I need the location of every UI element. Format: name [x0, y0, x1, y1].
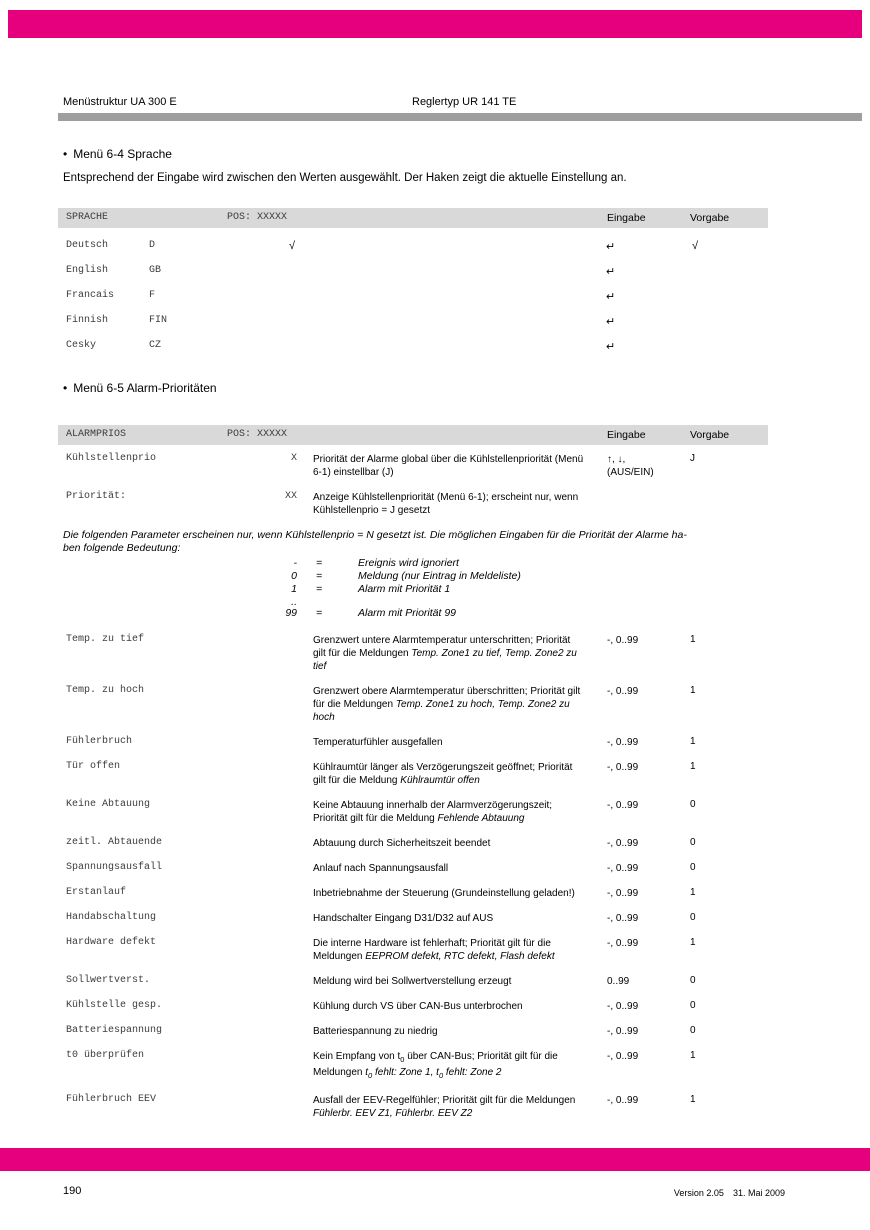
param-name: Batteriespannung: [66, 1025, 163, 1036]
desc-italic-text: 0: [438, 1071, 444, 1080]
language-code: CZ: [149, 340, 162, 351]
desc-text: Grenzwert untere Alarmtemperatur unterschritten; Priorität gilt für die Meldungen: [313, 635, 571, 659]
return-key-icon: ↵: [606, 241, 616, 253]
param-vorgabe: 1: [690, 736, 696, 747]
param-row: [58, 799, 835, 825]
param-description: [313, 937, 585, 963]
legend-line: [58, 557, 835, 570]
alarmprios-table-header: [58, 425, 768, 445]
param-name: Erstanlauf: [66, 887, 127, 898]
param-row: [58, 1050, 835, 1082]
eingabe-line: -, 0..99: [607, 913, 639, 924]
selected-check-icon: √: [289, 240, 296, 252]
desc-text: Grenzwert obere Alarmtemperatur überschritten; Priorität gilt für die Meldungen: [313, 686, 581, 710]
language-row: [58, 265, 835, 290]
param-row: [58, 1025, 835, 1038]
desc-italic-text: Kühlraumtür offen: [400, 775, 480, 786]
param-description: [313, 1050, 585, 1082]
note-line: ben folgende Bedeutung:: [63, 542, 181, 554]
param-name: Spannungsausfall: [66, 862, 163, 873]
bullet-icon: •: [63, 147, 68, 161]
language-row: [58, 340, 835, 365]
version-label: Version 2.05: [673, 1188, 724, 1198]
param-name: Tür offen: [66, 761, 121, 772]
param-vorgabe: 1: [690, 761, 696, 772]
param-description: [313, 1025, 585, 1038]
param-eingabe: [607, 862, 687, 875]
param-name: Priorität:: [66, 491, 127, 502]
controller-type: Reglertyp UR 141 TE: [412, 96, 517, 108]
desc-text: Handschalter Eingang D31/D32 auf AUS: [313, 913, 494, 924]
desc-italic-text: Temp. Zone1 zu tief, Temp. Zone2 zu tief: [313, 648, 577, 672]
legend-equals: =: [316, 583, 323, 595]
language-code: FIN: [149, 315, 168, 326]
note-paragraph: [63, 529, 835, 555]
desc-text: Keine Abtauung innerhalb der Alarmverzögerungszeit; Priorität gilt für die Meldung: [313, 800, 553, 824]
vorgabe-check-icon: √: [692, 240, 699, 252]
column-header-vorgabe: Vorgabe: [690, 429, 730, 441]
param-vorgabe: 1: [690, 634, 696, 645]
legend-text: Alarm mit Priorität 1: [358, 583, 451, 595]
param-name: Temp. zu tief: [66, 634, 145, 645]
param-eingabe: [607, 1094, 687, 1107]
param-description: [313, 887, 585, 900]
legend-symbol: 0: [291, 570, 297, 582]
param-description: [313, 453, 585, 479]
desc-text: Priorität der Alarme global über die Kühlstellenpriorität (Menü 6-1) einstellbar (J): [313, 454, 584, 478]
eingabe-line: -, 0..99: [607, 1001, 639, 1012]
param-vorgabe: 1: [690, 937, 696, 948]
intro-paragraph: Entsprechend der Eingabe wird zwischen den Werten ausgewählt. Der Haken zeigt die aktuelle Einstellung an.: [63, 172, 627, 184]
eingabe-line: -, 0..99: [607, 838, 639, 849]
legend-symbol: ..: [291, 596, 297, 608]
return-key-icon: ↵: [606, 316, 616, 328]
legend-text: Ereignis wird ignoriert: [358, 557, 459, 569]
param-row: [58, 912, 835, 925]
eingabe-line: -, 0..99: [607, 686, 639, 697]
param-row: [58, 761, 835, 787]
desc-text: Kühlraumtür länger als Verzögerungszeit geöffnet; Priorität gilt für die Meldung: [313, 762, 573, 786]
param-eingabe: [607, 937, 687, 950]
param-row: [58, 453, 835, 479]
language-name: Cesky: [66, 340, 97, 351]
eingabe-line: -, 0..99: [607, 938, 639, 949]
param-eingabe: [607, 912, 687, 925]
param-row: [58, 491, 835, 517]
param-name: Kühlstelle gesp.: [66, 1000, 163, 1011]
param-name: Fühlerbruch: [66, 736, 133, 747]
param-name: Kühlstellenprio: [66, 453, 157, 464]
param-eingabe: [607, 1025, 687, 1038]
param-vorgabe: 0: [690, 912, 696, 923]
param-vorgabe: 0: [690, 799, 696, 810]
param-name: Handabschaltung: [66, 912, 157, 923]
page-number: 190: [63, 1185, 82, 1197]
desc-text: Kein Empfang von t: [313, 1051, 401, 1062]
param-row: [58, 1094, 835, 1120]
version-info: [674, 1188, 785, 1198]
param-description: [313, 491, 585, 517]
desc-italic-text: 0: [368, 1071, 373, 1080]
param-eingabe: [607, 975, 687, 988]
desc-text: Anlauf nach Spannungsausfall: [313, 863, 449, 874]
table-pos-label: POS: XXXXX: [227, 429, 288, 440]
top-accent-bar: [8, 10, 862, 38]
param-eingabe: [607, 1050, 687, 1063]
param-description: [313, 912, 585, 925]
param-name: Temp. zu hoch: [66, 685, 145, 696]
desc-text: Batteriespannung zu niedrig: [313, 1026, 438, 1037]
desc-text: Ausfall der EEV-Regelfühler; Priorität gilt für die Meldungen: [313, 1095, 576, 1106]
param-row: [58, 937, 835, 963]
sprache-table: [58, 208, 835, 365]
language-row: [58, 240, 835, 265]
eingabe-line: -, 0..99: [607, 1095, 639, 1106]
eingabe-line: ↑, ↓,: [607, 454, 626, 465]
priority-legend: [58, 557, 835, 620]
param-row: [58, 685, 835, 724]
param-name: Hardware defekt: [66, 937, 157, 948]
param-description: [313, 862, 585, 875]
param-eingabe: [607, 685, 687, 698]
param-name: Sollwertverst.: [66, 975, 151, 986]
eingabe-line: -, 0..99: [607, 1051, 639, 1062]
desc-italic-text: fehlt: Zone 1,: [372, 1067, 437, 1078]
param-display-value: X: [290, 453, 297, 464]
language-row: [58, 315, 835, 340]
return-key-icon: ↵: [606, 266, 616, 278]
return-key-icon: ↵: [606, 291, 616, 303]
eingabe-line: -, 0..99: [607, 762, 639, 773]
section-heading-text: Menü 6-5 Alarm-Prioritäten: [73, 381, 217, 395]
section-heading-menu-6-4: [63, 147, 172, 161]
legend-line: [58, 570, 835, 583]
desc-italic-text: Fehlende Abtauung: [437, 813, 525, 824]
legend-line: [58, 596, 835, 607]
desc-text: Kühlung durch VS über CAN-Bus unterbrochen: [313, 1001, 523, 1012]
eingabe-line: -, 0..99: [607, 888, 639, 899]
language-name: Finnish: [66, 315, 109, 326]
eingabe-line: -, 0..99: [607, 800, 639, 811]
param-vorgabe: 0: [690, 1025, 696, 1036]
param-vorgabe: 0: [690, 975, 696, 986]
sprache-table-rows: [58, 240, 835, 365]
section-heading-menu-6-5: [63, 381, 217, 395]
eingabe-line: -, 0..99: [607, 737, 639, 748]
param-vorgabe: 1: [690, 1050, 696, 1061]
column-header-eingabe: Eingabe: [607, 429, 646, 441]
param-description: [313, 837, 585, 850]
legend-equals: =: [316, 570, 323, 582]
param-description: [313, 736, 585, 749]
param-description: [313, 761, 585, 787]
param-row: [58, 837, 835, 850]
desc-text: Temperaturfühler ausgefallen: [313, 737, 443, 748]
desc-italic-text: Fühlerbr. EEV Z1, Fühlerbr. EEV Z2: [313, 1108, 473, 1119]
language-name: English: [66, 265, 109, 276]
param-row: [58, 1000, 835, 1013]
alarmprios-table-rows: [58, 453, 835, 1120]
language-name: Francais: [66, 290, 115, 301]
param-vorgabe: 1: [690, 887, 696, 898]
param-description: [313, 685, 585, 724]
desc-text: Abtauung durch Sicherheitszeit beendet: [313, 838, 491, 849]
legend-text: Alarm mit Priorität 99: [358, 607, 457, 619]
legend-line: [58, 607, 835, 620]
desc-text: Anzeige Kühlstellenpriorität (Menü 6-1); erscheint nur, wenn Kühlstellenprio = J gesetzt: [313, 492, 579, 516]
language-code: F: [149, 290, 156, 301]
desc-italic-text: EEPROM defekt, RTC defekt, Flash defekt: [365, 951, 555, 962]
param-eingabe: [607, 453, 687, 479]
legend-symbol: -: [293, 557, 297, 569]
param-row: [58, 887, 835, 900]
legend-symbol: 1: [291, 583, 297, 595]
param-vorgabe: J: [690, 453, 695, 464]
legend-text: Meldung (nur Eintrag in Meldeliste): [358, 570, 521, 582]
param-row: [58, 736, 835, 749]
table-pos-label: POS: XXXXX: [227, 212, 288, 223]
param-display-value: XX: [284, 491, 297, 502]
legend-equals: =: [316, 607, 323, 619]
table-title: SPRACHE: [66, 212, 109, 223]
column-header-vorgabe: Vorgabe: [690, 212, 730, 224]
desc-text: Inbetriebnahme der Steuerung (Grundeinstellung geladen!): [313, 888, 575, 899]
alarmprios-table: [58, 425, 835, 1132]
eingabe-line: -, 0..99: [607, 1026, 639, 1037]
param-row: [58, 975, 835, 988]
param-vorgabe: 0: [690, 837, 696, 848]
bottom-accent-bar: [0, 1148, 870, 1171]
note-line: Die folgenden Parameter erscheinen nur, wenn Kühlstellenprio = N gesetzt ist. Die möglichen Eingaben für die Priorität der Alarme ha-: [63, 529, 687, 541]
param-vorgabe: 1: [690, 1094, 696, 1105]
param-description: [313, 634, 585, 673]
param-description: [313, 799, 585, 825]
sprache-table-header: [58, 208, 768, 228]
section-heading-text: Menü 6-4 Sprache: [73, 147, 172, 161]
param-name: Fühlerbruch EEV: [66, 1094, 157, 1105]
param-description: [313, 975, 585, 988]
param-eingabe: [607, 761, 687, 774]
version-date: 31. Mai 2009: [732, 1188, 785, 1198]
eingabe-line: -, 0..99: [607, 635, 639, 646]
return-key-icon: ↵: [606, 341, 616, 353]
desc-italic-text: t: [436, 1067, 439, 1078]
legend-line: [58, 583, 835, 596]
param-name: t0 überprüfen: [66, 1050, 145, 1061]
param-row: [58, 862, 835, 875]
desc-text: Die interne Hardware ist fehlerhaft; Priorität gilt für die Meldungen: [313, 938, 551, 962]
param-eingabe: [607, 736, 687, 749]
doc-title: Menüstruktur UA 300 E: [63, 96, 177, 108]
desc-text: 0: [400, 1055, 405, 1064]
desc-italic-text: fehlt: Zone 2: [443, 1067, 502, 1078]
header-rule: [58, 113, 862, 121]
eingabe-line: (AUS/EIN): [607, 467, 654, 478]
param-description: [313, 1000, 585, 1013]
eingabe-line: -, 0..99: [607, 863, 639, 874]
desc-text: Meldung wird bei Sollwertverstellung erzeugt: [313, 976, 512, 987]
language-name: Deutsch: [66, 240, 109, 251]
legend-symbol: 99: [285, 607, 297, 619]
param-eingabe: [607, 799, 687, 812]
language-code: D: [149, 240, 156, 251]
column-header-eingabe: Eingabe: [607, 212, 646, 224]
desc-italic-text: Temp. Zone1 zu hoch, Temp. Zone2 zu hoch: [313, 699, 570, 723]
param-name: zeitl. Abtauende: [66, 837, 163, 848]
param-vorgabe: 0: [690, 862, 696, 873]
legend-equals: =: [316, 557, 323, 569]
language-code: GB: [149, 265, 162, 276]
desc-text: über CAN-Bus; Priorität gilt für die Meldungen: [313, 1051, 558, 1078]
eingabe-line: 0..99: [607, 976, 630, 987]
param-eingabe: [607, 1000, 687, 1013]
param-eingabe: [607, 837, 687, 850]
language-row: [58, 290, 835, 315]
param-vorgabe: 1: [690, 685, 696, 696]
desc-italic-text: t: [365, 1067, 369, 1078]
param-eingabe: [607, 887, 687, 900]
table-title: ALARMPRIOS: [66, 429, 127, 440]
param-description: [313, 1094, 585, 1120]
param-name: Keine Abtauung: [66, 799, 151, 810]
param-vorgabe: 0: [690, 1000, 696, 1011]
param-row: [58, 634, 835, 673]
bullet-icon: •: [63, 381, 68, 395]
param-eingabe: [607, 634, 687, 647]
